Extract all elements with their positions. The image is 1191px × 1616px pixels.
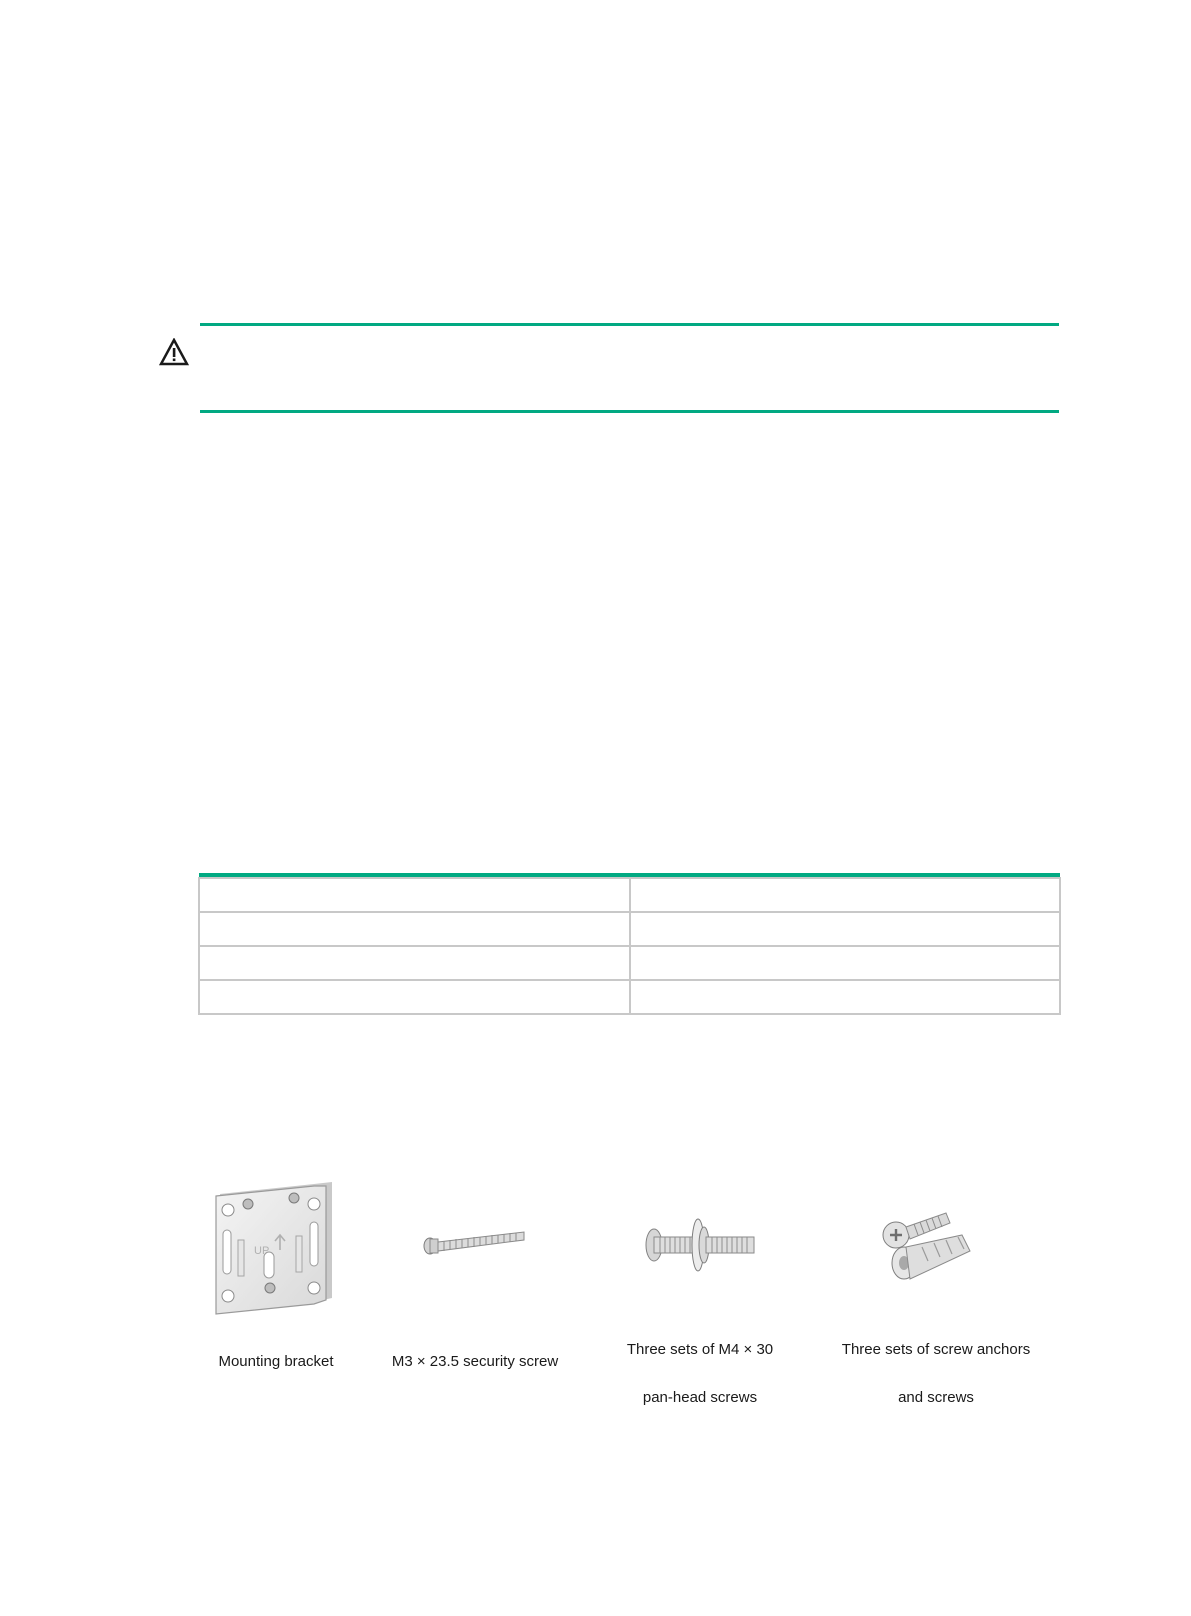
security-screw-image [420, 1226, 530, 1258]
pan-head-screw-image [644, 1217, 758, 1273]
caption-line: and screws [898, 1389, 974, 1406]
table-cell [630, 946, 1061, 980]
caption-pan-head-screws [600, 1314, 800, 1434]
table-row [199, 980, 1060, 1014]
caption-line: pan-head screws [642, 1389, 758, 1406]
table-row [199, 878, 1060, 912]
warning-rule-bottom [200, 410, 1059, 413]
caption-line: M3 × 23.5 security screw [391, 1353, 559, 1370]
table-cell [630, 878, 1061, 912]
caption-line: Mounting bracket [218, 1353, 334, 1370]
caption-screw-anchors [818, 1314, 1054, 1434]
table-cell [199, 878, 630, 912]
caption-security-screw [375, 1326, 575, 1398]
caption-line: Three sets of M4 × 30 [626, 1341, 774, 1358]
svg-text:UP: UP [254, 1245, 270, 1257]
warning-icon [159, 338, 189, 366]
table-cell [199, 912, 630, 946]
warning-rule-top [200, 323, 1059, 326]
table-cell [199, 980, 630, 1014]
table-cell [630, 912, 1061, 946]
caption-mounting-bracket [196, 1326, 356, 1398]
kit-table [198, 873, 1061, 1015]
table-row [199, 946, 1060, 980]
screw-anchor-image [880, 1205, 984, 1283]
table-row [199, 912, 1060, 946]
table-cell [199, 946, 630, 980]
mounting-bracket-image [214, 1180, 338, 1316]
table-cell [630, 980, 1061, 1014]
caption-line: Three sets of screw anchors [841, 1341, 1031, 1358]
